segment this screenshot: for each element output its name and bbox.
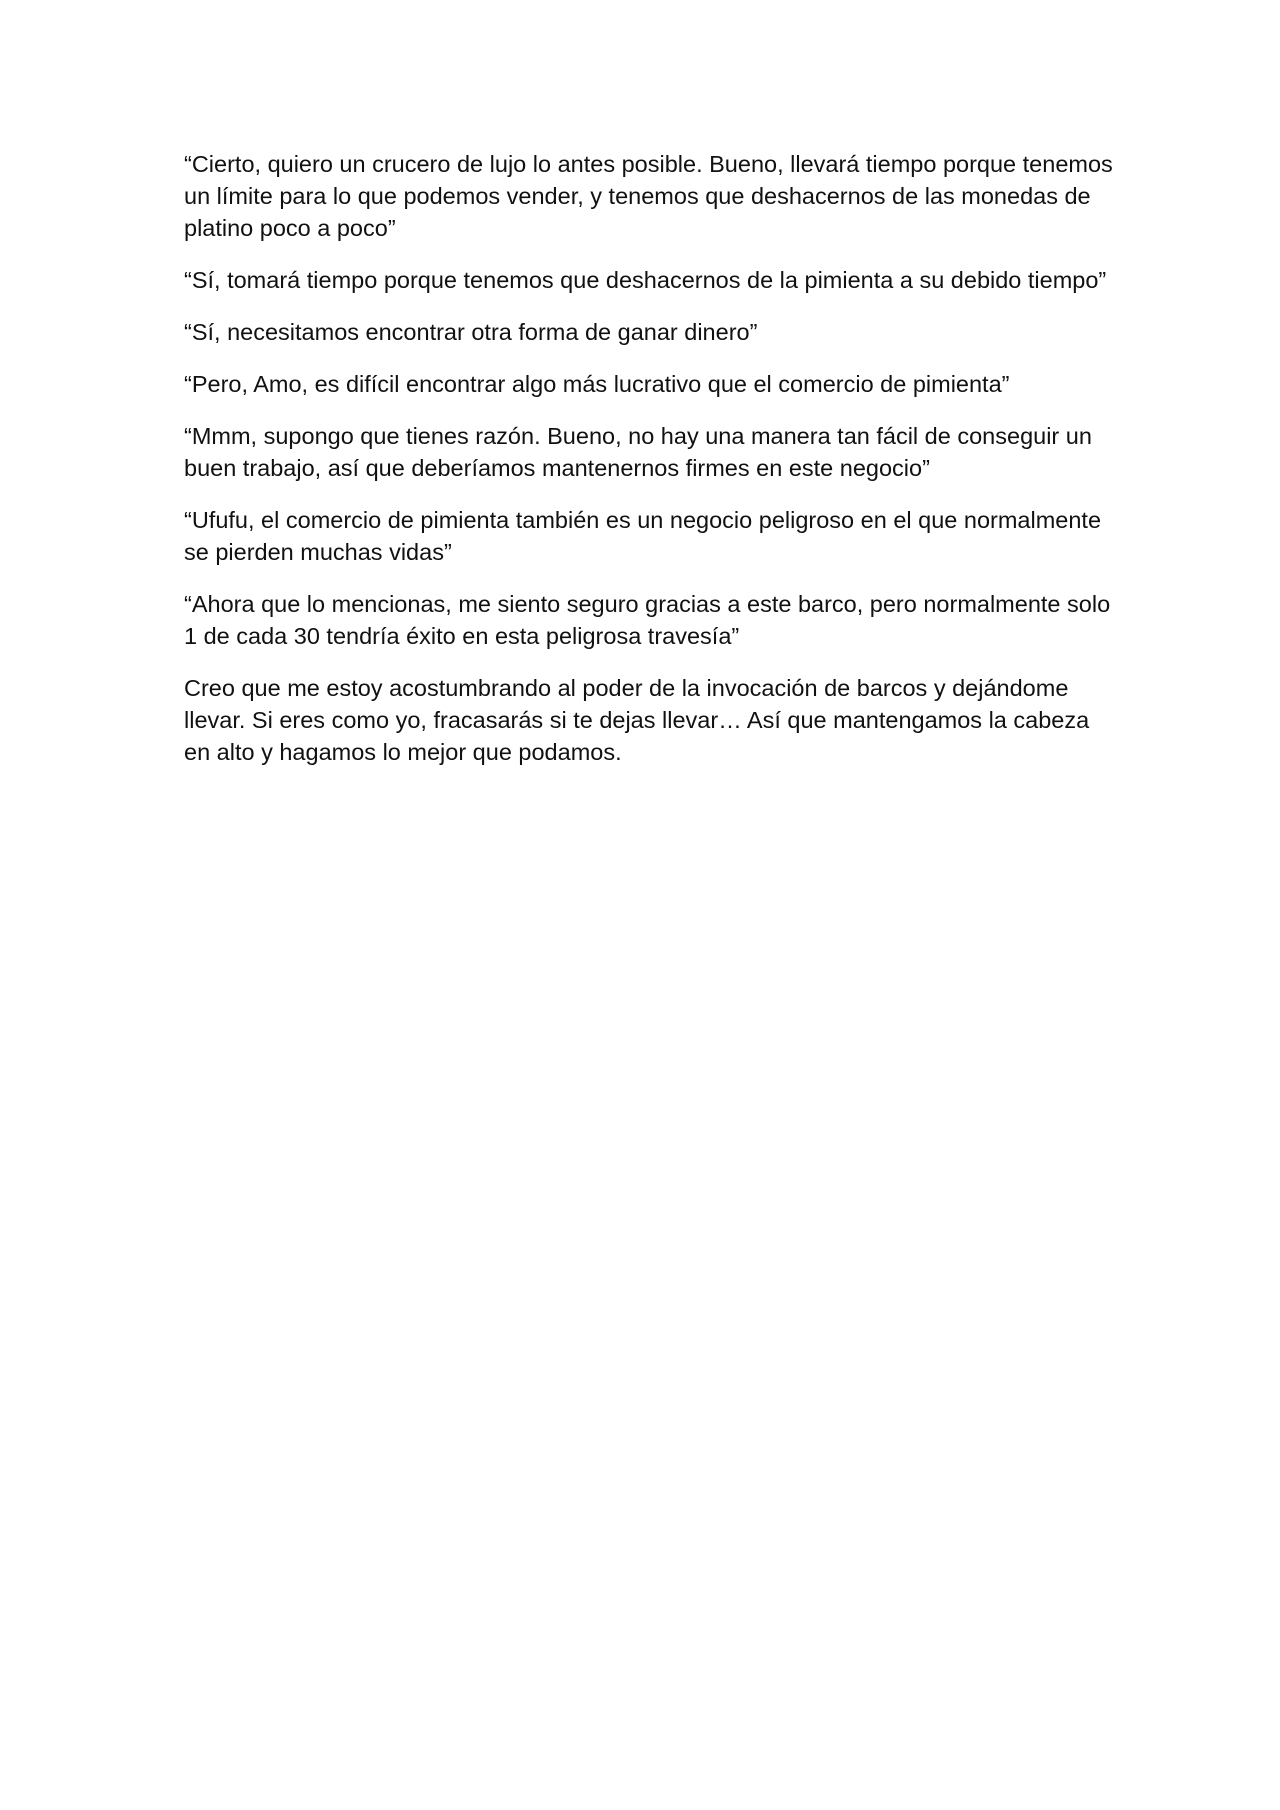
paragraph-1: “Cierto, quiero un crucero de lujo lo antes posible. Bueno, llevará tiempo porque tenemos un límite para lo que podemos vender, y tenemos que deshacernos de las monedas de platino poco a poco” xyxy=(184,151,1113,241)
paragraph-8: Creo que me estoy acostumbrando al poder de la invocación de barcos y dejándome llevar. Si eres como yo, fracasarás si te dejas llevar… Así que mantengamos la cabeza en alto y hagamos lo mejor que podamos. xyxy=(184,675,1090,765)
paragraph-2: “Sí, tomará tiempo porque tenemos que deshacernos de la pimienta a su debido tiempo” xyxy=(184,267,1107,293)
paragraph-3: “Sí, necesitamos encontrar otra forma de ganar dinero” xyxy=(184,319,758,345)
paragraph-6: “Ufufu, el comercio de pimienta también es un negocio peligroso en el que normalmente se pierden muchas vidas” xyxy=(184,507,1102,565)
paragraph-7: “Ahora que lo mencionas, me siento seguro gracias a este barco, pero normalmente solo 1 de cada 30 tendría éxito en esta peligrosa travesía” xyxy=(184,591,1111,649)
document-body xyxy=(184,148,1114,788)
paragraph-5: “Mmm, supongo que tienes razón. Bueno, no hay una manera tan fácil de conseguir un buen trabajo, así que deberíamos mantenernos firmes en este negocio” xyxy=(184,423,1092,481)
paragraph-4: “Pero, Amo, es difícil encontrar algo más lucrativo que el comercio de pimienta” xyxy=(184,371,1010,397)
